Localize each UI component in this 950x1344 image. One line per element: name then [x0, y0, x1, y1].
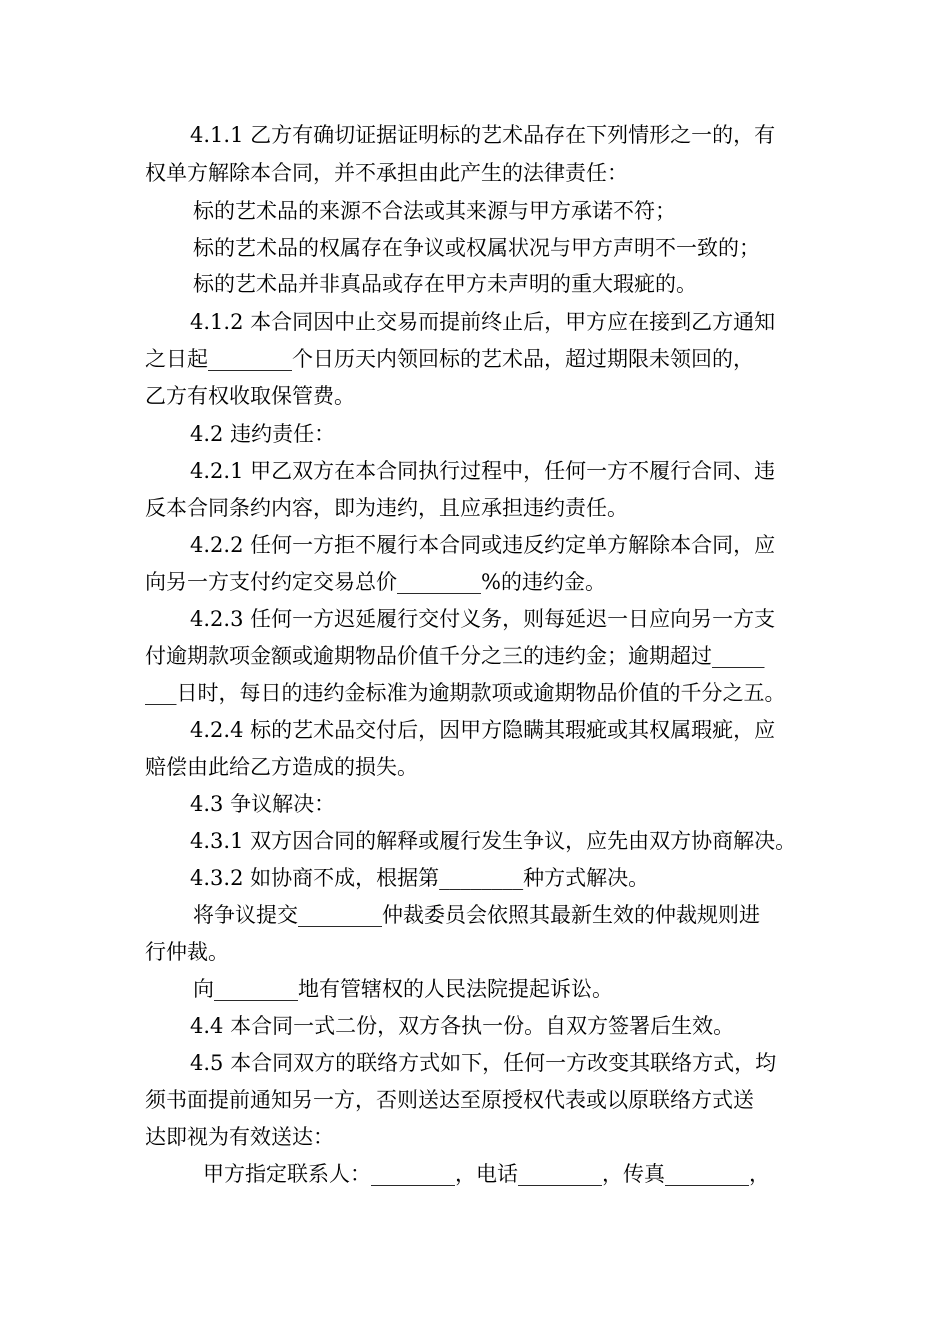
clause-4-1-2-line-1: 4.1.2 本合同因中止交易而提前终止后，甲方应在接到乙方通知 [190, 310, 776, 334]
clause-4-2-4-line-2: 赔偿由此给乙方造成的损失。 [145, 755, 418, 779]
section-4-3-heading: 4.3 争议解决： [190, 792, 336, 816]
clause-4-2-1-line-1: 4.2.1 甲乙双方在本合同执行过程中，任何一方不履行合同、违 [190, 459, 776, 483]
clause-4-2-3-line-1: 4.2.3 任何一方迟延履行交付义务，则每延迟一日应向另一方支 [190, 607, 776, 631]
clause-4-2-1-line-2: 反本合同条约内容，即为违约，且应承担违约责任。 [145, 496, 628, 520]
clause-4-1-1-line-1: 4.1.1 乙方有确切证据证明标的艺术品存在下列情形之一的，有 [190, 123, 776, 147]
party-a-contact-line: 甲方指定联系人：________，电话________，传真________， [203, 1162, 770, 1186]
condition-source-illegal: 标的艺术品的来源不合法或其来源与甲方承诺不符； [193, 199, 676, 223]
clause-4-2-3-line-3: ___日时，每日的违约金标准为逾期款项或逾期物品价值的千分之五。 [145, 681, 786, 705]
clause-4-5-line-1: 4.5 本合同双方的联络方式如下，任何一方改变其联络方式，均 [190, 1051, 777, 1075]
clause-4-2-4-line-1: 4.2.4 标的艺术品交付后，因甲方隐瞒其瑕疵或其权属瑕疵，应 [190, 718, 776, 742]
clause-4-5-line-2: 须书面提前通知另一方，否则送达至原授权代表或以原联络方式送 [145, 1088, 754, 1112]
clause-4-5-line-3: 达即视为有效送达： [145, 1125, 334, 1149]
clause-4-2-3-line-2: 付逾期款项金额或逾期物品价值千分之三的违约金；逾期超过_____ [145, 644, 765, 668]
clause-4-2-2-line-2: 向另一方支付约定交易总价________%的违约金。 [145, 570, 606, 594]
condition-ownership-dispute: 标的艺术品的权属存在争议或权属状况与甲方声明不一致的； [193, 236, 760, 260]
clause-4-4: 4.4 本合同一式二份，双方各执一份。自双方签署后生效。 [190, 1014, 735, 1038]
section-4-2-heading: 4.2 违约责任： [190, 422, 336, 446]
option-litigation: 向________地有管辖权的人民法院提起诉讼。 [193, 977, 613, 1001]
option-arbitration-line-1: 将争议提交________仲裁委员会依照其最新生效的仲裁规则进 [193, 903, 760, 927]
clause-4-1-2-line-3: 乙方有权收取保管费。 [145, 384, 355, 408]
clause-4-2-2-line-1: 4.2.2 任何一方拒不履行本合同或违反约定单方解除本合同，应 [190, 533, 776, 557]
clause-4-1-1-line-2: 权单方解除本合同，并不承担由此产生的法律责任： [145, 161, 628, 185]
condition-not-genuine: 标的艺术品并非真品或存在甲方未声明的重大瑕疵的。 [193, 272, 697, 296]
option-arbitration-line-2: 行仲裁。 [145, 940, 229, 964]
clause-4-1-2-line-2: 之日起________个日历天内领回标的艺术品，超过期限未领回的， [145, 347, 754, 371]
clause-4-3-2: 4.3.2 如协商不成，根据第________种方式解决。 [190, 866, 650, 890]
clause-4-3-1: 4.3.1 双方因合同的解释或履行发生争议，应先由双方协商解决。 [190, 829, 797, 853]
